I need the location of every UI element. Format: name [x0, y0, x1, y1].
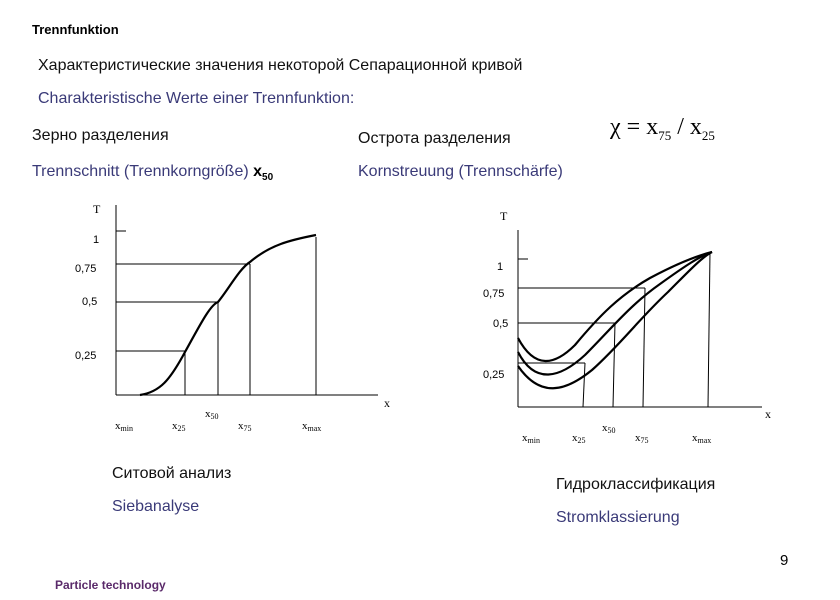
right-xtick-xmin: xmin — [522, 432, 540, 445]
right-xtick-x50: x50 — [602, 422, 616, 435]
left-separation-curve — [140, 235, 316, 395]
right-ytick-025: 0,25 — [483, 369, 505, 381]
right-section-ru: Острота разделения — [358, 130, 511, 147]
left-section-ru: Зерно разделения — [32, 127, 169, 144]
right-ytick-1: 1 — [497, 261, 504, 273]
right-curve-lower — [518, 252, 712, 388]
heading-ru: Характеристические значения некоторой Сепарационной кривой — [38, 57, 523, 74]
x50-symbol-base: x — [253, 163, 263, 180]
formula-slash: / — [677, 114, 684, 140]
x50-symbol-sub: 50 — [262, 172, 274, 184]
left-ytick-1: 1 — [93, 234, 100, 246]
left-xtick-xmax: xmax — [302, 420, 322, 433]
right-drop-x75 — [643, 288, 645, 407]
left-x-axis-label: x — [384, 396, 390, 410]
right-xtick-x25: x25 — [572, 432, 586, 445]
right-x-axis-label: x — [765, 407, 771, 421]
right-drop-x50 — [613, 323, 615, 407]
left-xtick-x50: x50 — [205, 408, 219, 421]
left-y-axis-label: T — [93, 202, 101, 216]
left-ytick-075: 0,75 — [75, 263, 97, 275]
page-number: 9 — [780, 552, 789, 569]
formula-sub-75: 75 — [658, 127, 672, 143]
right-xtick-x75: x75 — [635, 432, 649, 445]
left-chart — [116, 205, 378, 395]
right-caption-de: Stromklassierung — [556, 509, 680, 526]
formula-eq: = — [626, 114, 641, 140]
right-y-axis-label: T — [500, 209, 508, 223]
right-separation-curves — [518, 252, 712, 388]
slide-header-title: Trennfunktion — [32, 22, 119, 37]
right-chart-labels — [483, 209, 771, 445]
left-ytick-05: 0,5 — [82, 296, 98, 308]
left-section-de-text: Trennschnitt (Trennkorngröße) — [32, 163, 254, 180]
right-ytick-05: 0,5 — [493, 318, 509, 330]
footer-text: Particle technology — [55, 578, 166, 592]
left-ytick-025: 0,25 — [75, 350, 97, 362]
right-drop-xmax — [708, 252, 710, 407]
formula-x25: x — [689, 114, 702, 140]
left-caption-ru: Ситовой анализ — [112, 465, 232, 482]
right-ytick-075: 0,75 — [483, 288, 505, 300]
left-xtick-x75: x75 — [238, 420, 252, 433]
left-caption-de: Siebanalyse — [112, 498, 200, 515]
right-curve-middle — [518, 252, 712, 375]
right-xtick-xmax: xmax — [692, 432, 712, 445]
left-chart-labels — [75, 202, 390, 433]
right-chart — [518, 230, 762, 407]
formula-x75: x — [646, 114, 659, 140]
left-xtick-xmin: xmin — [115, 420, 133, 433]
left-xtick-x25: x25 — [172, 420, 186, 433]
heading-de: Charakteristische Werte einer Trennfunktion: — [38, 90, 355, 107]
right-drop-x25 — [583, 363, 585, 407]
right-section-de: Kornstreuung (Trennschärfe) — [358, 163, 563, 180]
formula-chi: χ — [610, 114, 621, 140]
right-caption-ru: Гидроклассификация — [556, 476, 716, 493]
formula-sub-25: 25 — [701, 127, 715, 143]
